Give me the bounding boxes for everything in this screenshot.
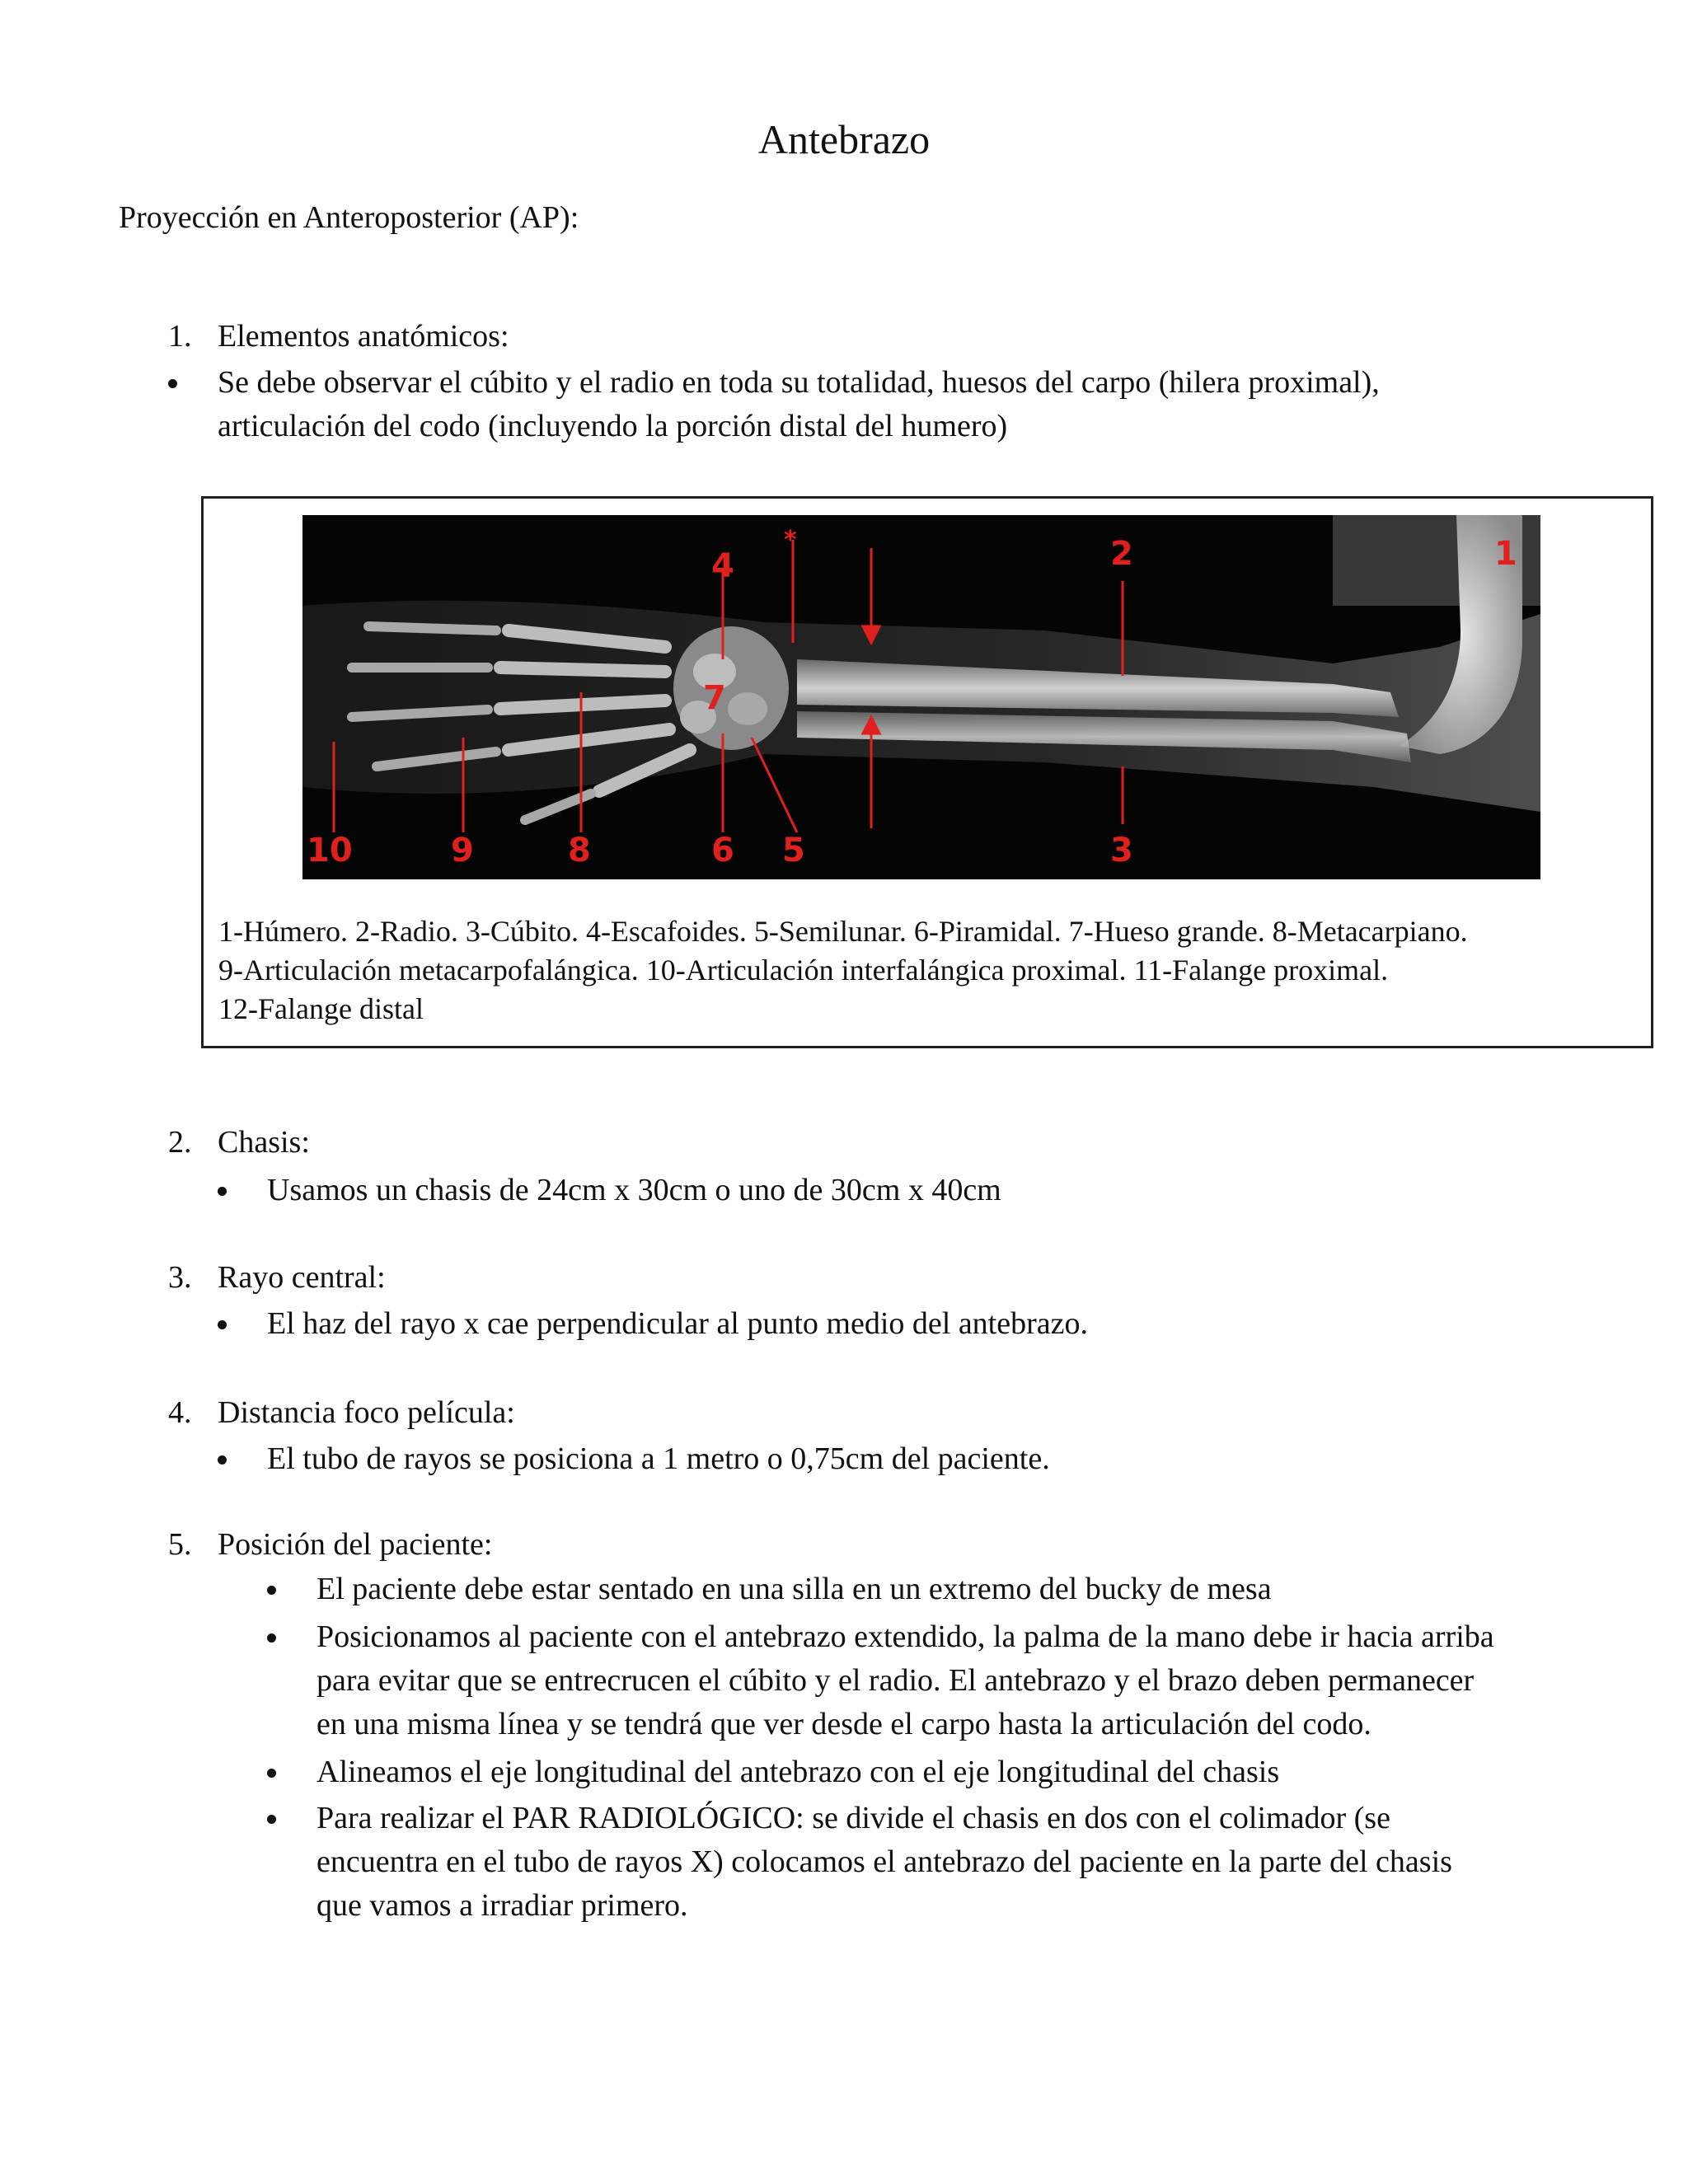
marker-3-label: 3 (1110, 832, 1133, 869)
bullet-text: Se debe observar el cúbito y el radio en toda su totalidad, huesos del carpo (hilera proximal), articulación del codo (incluyendo la porción distal del humero) (218, 365, 1380, 443)
marker-9-label: 9 (451, 832, 474, 869)
marker-2-label: 2 (1110, 535, 1133, 573)
bullet-text: Alineamos el eje longitudinal del antebrazo con el eje longitudinal del chasis (316, 1755, 1280, 1789)
bullet-text: El tubo de rayos se posiciona a 1 metro o 0,75cm del paciente. (267, 1441, 1050, 1476)
bullet-icon (267, 1769, 276, 1778)
page-subtitle: Proyección en Anteroposterior (AP): (119, 200, 579, 235)
marker-5-label: 5 (782, 832, 805, 869)
bullet-icon (168, 379, 177, 388)
bullet-text: El haz del rayo x cae perpendicular al punto medio del antebrazo. (267, 1306, 1088, 1341)
bullet-icon (267, 1815, 276, 1824)
figure-box (201, 496, 1653, 1048)
marker-1-label: 1 (1494, 535, 1517, 573)
marker-star-label: * (784, 526, 797, 555)
section-label: Distancia foco película: (218, 1395, 515, 1430)
forearm-xray-image (302, 515, 1540, 879)
section-number: 3. (168, 1260, 192, 1295)
section-label: Rayo central: (218, 1260, 386, 1295)
section-number: 4. (168, 1395, 192, 1430)
marker-6-label: 6 (711, 832, 734, 869)
section-label: Posición del paciente: (218, 1527, 493, 1562)
section-number: 5. (168, 1527, 192, 1562)
bullet-icon (218, 1320, 227, 1329)
section-number: 1. (168, 319, 192, 354)
marker-10-label: 10 (307, 832, 353, 869)
bullet-text: Posicionamos al paciente con el antebrazo extendido, la palma de la mano debe ir hacia arriba para evitar que se entrecrucen el cúbito y el radio. El antebrazo y el brazo deben permanecer en una misma línea y se tendrá que ver desde el carpo hasta la articulación del codo. (316, 1619, 1494, 1741)
bullet-icon (218, 1455, 227, 1465)
marker-8-label: 8 (568, 832, 591, 869)
bullet-text: Usamos un chasis de 24cm x 30cm o uno de 30cm x 40cm (267, 1173, 1001, 1207)
page-title: Antebrazo (757, 116, 931, 162)
bullet-text: El paciente debe estar sentado en una silla en un extremo del bucky de mesa (316, 1572, 1272, 1606)
bullet-icon (218, 1187, 227, 1196)
section-number: 2. (168, 1125, 192, 1160)
marker-4-label: 4 (711, 547, 734, 585)
bullet-icon (267, 1633, 276, 1643)
figure-caption: 1-Húmero. 2-Radio. 3-Cúbito. 4-Escafoides. 5-Semilunar. 6-Piramidal. 7-Hueso grande. 8-Metacarpiano. 9-Articulación metacarpofalángica. 10-Articulación interfalángica proximal. 11-Falange proximal. 12-Falange distal (218, 915, 1468, 1025)
marker-7-label: 7 (703, 679, 726, 717)
section-label: Chasis: (218, 1125, 310, 1160)
section-label: Elementos anatómicos: (218, 319, 509, 354)
bullet-icon (267, 1586, 276, 1595)
bullet-text: Para realizar el PAR RADIOLÓGICO: se divide el chasis en dos con el colimador (se encuentra en el tubo de rayos X) colocamos el antebrazo del paciente en la parte del chasis que vamos a irradiar primero. (316, 1801, 1452, 1923)
